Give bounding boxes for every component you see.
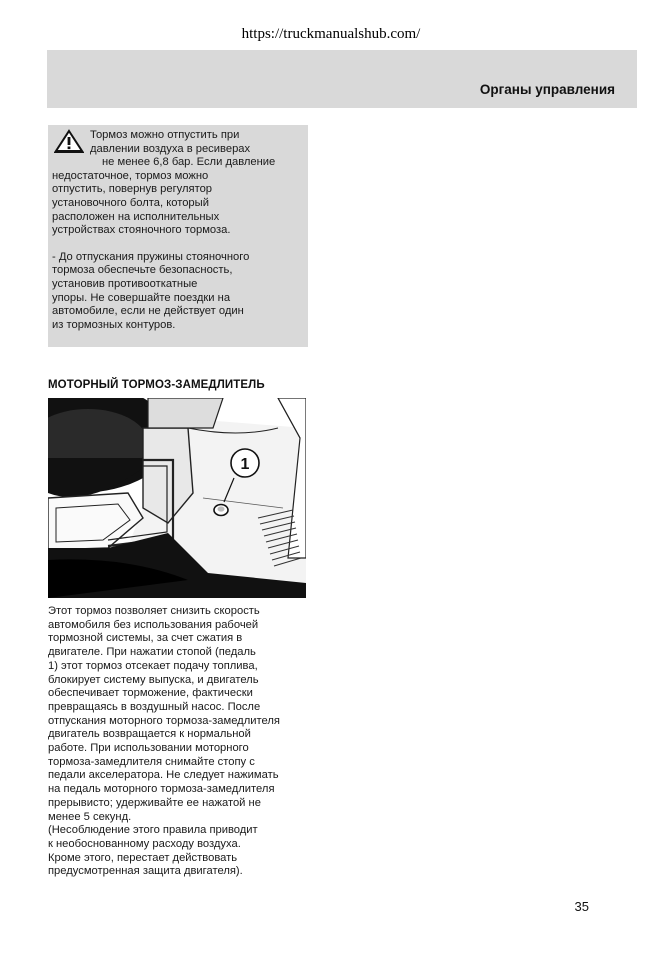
body-line: педали акселератора. Не следует нажимать [48,769,279,782]
warning-box [48,125,308,347]
warning-line: расположен на исполнительных [52,210,220,223]
subheading: МОТОРНЫЙ ТОРМОЗ-ЗАМЕДЛИТЕЛЬ [48,379,265,391]
warning-line: - До отпускания пружины стояночного [52,250,250,263]
warning-line: недостаточное, тормоз можно [52,169,209,182]
section-title: Органы управления [479,82,615,97]
body-line: тормоза-замедлителя снимайте стопу с [48,755,255,768]
body-line: предусмотренная защита двигателя). [48,865,243,878]
body-line: блокирует систему выпуска, и двигатель [48,673,259,686]
warning-line: автомобиле, если не действует один [52,305,244,318]
body-line: обеспечивает торможение, фактически [48,687,253,700]
body-line: двигателе. При нажатии стопой (педаль [48,646,256,659]
warning-triangle-icon [54,129,84,153]
warning-line: устройствах стояночного тормоза. [52,224,231,237]
body-line: отпускания моторного тормоза-замедлителя [48,714,280,727]
body-line: 1) этот тормоз отсекает подачу топлива, [48,659,258,672]
warning-line: из тормозных контуров. [52,318,176,331]
body-line: двигатель возвращается к нормальной [48,728,251,741]
warning-line: упоры. Не совершайте поездки на [52,291,231,304]
body-line: на педаль моторного тормоза-замедлителя [48,783,275,796]
body-line: (Несоблюдение этого правила приводит [48,824,258,837]
body-line: к необоснованному расходу воздуха. [48,837,241,850]
warning-line: Тормоз можно отпустить при [90,129,240,141]
source-url[interactable]: https://truckmanualshub.com/ [241,26,421,42]
body-text [48,605,318,879]
body-line: автомобиля без использования рабочей [48,618,259,631]
page-number: 35 [574,899,589,914]
warning-line: не менее 6,8 бар. Если давление [102,156,276,169]
body-line: Кроме этого, перестает действовать [48,851,238,864]
engine-brake-illustration [48,398,306,598]
warning-line: установочного болта, который [52,196,209,209]
body-line: тормозной системы, за счет сжатия в [48,632,243,645]
warning-line: отпустить, повернув регулятор [52,183,213,196]
body-line: Этот тормоз позволяет снизить скорость [48,605,260,617]
cab-floor-drawing [48,398,306,598]
body-line: работе. При использовании моторного [48,742,249,755]
warning-line: тормоза обеспечьте безопасность, [52,264,233,277]
warning-line: установив противооткатные [52,277,198,290]
callout-label: 1 [240,456,250,473]
header-band [47,50,637,108]
warning-line: давлении воздуха в ресиверах [90,142,251,155]
paragraph-gap [52,238,302,251]
body-line: превращаясь в воздушный насос. После [48,700,261,713]
body-line: прерывисто; удерживайте ее нажатой не [48,796,261,809]
body-line: менее 5 секунд. [48,810,132,823]
